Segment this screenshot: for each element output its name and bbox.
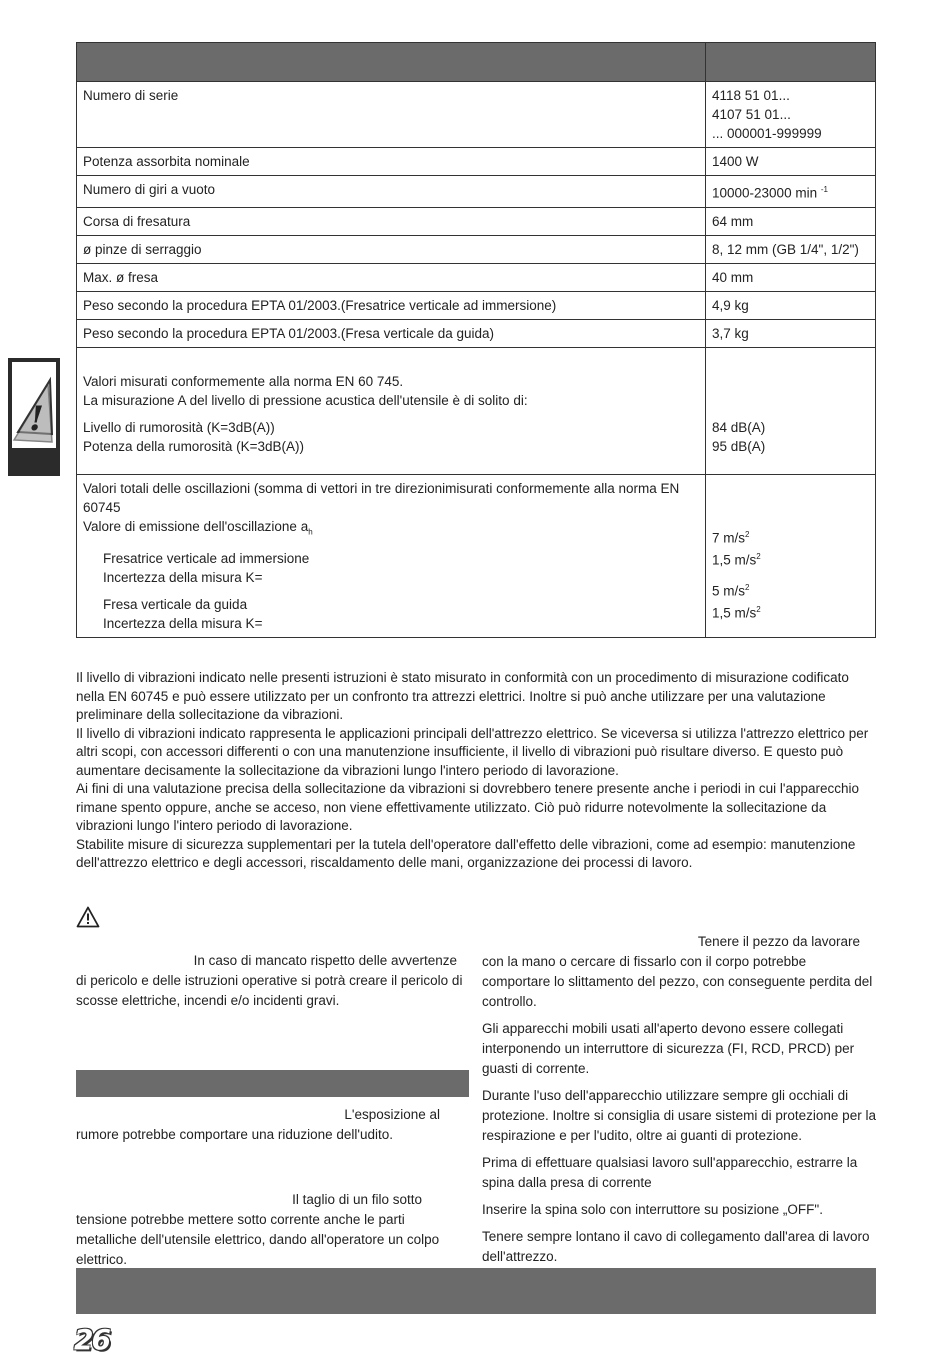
spec-value: 1400 W <box>706 148 876 176</box>
spec-label: Potenza assorbita nominale <box>77 148 706 176</box>
paragraph: Il livello di vibrazioni indicato rappresenta le applicazioni principali dell'attrezzo elettrico. Se viceversa si utilizza l'attrezzo elettrico per altri scopi, con accessori differenti o con una manutenzione insufficiente, il livello di vibrazioni può risultare diverso. E questo può aumentare decisamente la sollecitazione da vibrazioni lungo l'intero periodo di lavorazione. <box>76 725 869 778</box>
warning-triangle-icon <box>76 906 100 928</box>
noise-label: Potenza della rumorosità (K=3dB(A)) <box>83 438 304 454</box>
table-row <box>77 176 876 208</box>
spec-value: 3,7 kg <box>706 319 876 347</box>
table-row <box>77 207 876 235</box>
spec-label: Corsa di fresatura <box>77 207 706 235</box>
table-row <box>77 319 876 347</box>
vibration-labels <box>77 474 706 638</box>
vibration-values <box>706 474 876 638</box>
noise-values <box>706 347 876 474</box>
left-column-wire <box>76 1190 469 1270</box>
table-row <box>77 291 876 319</box>
spec-label: Peso secondo la procedura EPTA 01/2003.(Fresa verticale da guida) <box>77 319 706 347</box>
noise-intro: Valori misurati conformemente alla norma EN 60 745. <box>83 373 404 389</box>
vibration-row <box>77 474 876 638</box>
vibration-value: 7 $m/s^2$ <box>712 529 750 545</box>
spec-value: 4,9 kg <box>706 291 876 319</box>
warning-text-start: In caso di mancato rispetto delle avvertenze <box>193 953 457 968</box>
noise-label: Livello di rumorosità (K=3dB(A)) <box>83 419 275 435</box>
spec-value: 64 mm <box>706 207 876 235</box>
paragraph: con la mano o cercare di fissarlo con il corpo potrebbe comportare lo slittamento del pezzo, con conseguente perdita del controllo. <box>482 954 873 1009</box>
vibration-label: Fresa verticale da guida <box>103 597 248 613</box>
noise-row <box>77 347 876 474</box>
specifications-table <box>76 42 876 638</box>
rpm-value: 10000-23000 min <box>712 185 818 201</box>
spec-value: 8, 12 mm (GB 1/4", 1/2") <box>706 235 876 263</box>
table-row <box>77 82 876 148</box>
paragraph: Prima di effettuare qualsiasi lavoro sull'apparecchio, estrarre la spina dalla presa di corrente <box>482 1155 858 1190</box>
paragraph: Gli apparecchi mobili usati all'aperto devono essere collegati interponendo un interruttore di sicurezza (FI, RCD, PRCD) per guasti di corrente. <box>482 1021 855 1076</box>
section-header-bar <box>76 1070 469 1097</box>
warning-text: di pericolo e delle istruzioni operative si potrà creare il pericolo di scosse elettriche, incendi e/o incidenti gravi. <box>76 973 463 1008</box>
vibration-intro: Valori totali delle oscillazioni (somma di vettori in tre direzionimisurati conformemente alla norma EN 60745 <box>83 480 680 515</box>
wire-warning-text: tensione potrebbe mettere sotto corrente anche le parti metalliche dell'utensile elettrico, dando all'operatore un colpo elettrico. <box>76 1212 440 1267</box>
noise-value: 95 dB(A) <box>712 438 766 454</box>
table-row <box>77 148 876 176</box>
serial-line: ... 000001-999999 <box>712 126 822 141</box>
paragraph: Stabilite misure di sicurezza supplementari per la tutela dell'operatore dall'effetto delle vibrazioni, come ad esempio: manutenzione dell'attrezzo elettrico e degli accessori, riscaldamento delle mani, organizzazione dei processi di lavoro. <box>76 836 856 870</box>
spec-label: Numero di giri a vuoto <box>77 176 706 208</box>
rpm-exponent: -1 <box>820 185 828 194</box>
paragraph: Il livello di vibrazioni indicato nelle presenti istruzioni è stato misurato in conformità con un procedimento di misurazione codificato nella EN 60745 e può essere utilizzato per un confronto tra attrezzi elettrici. Inoltre si può anche utilizzare per una valutazione preliminare della sollecitazione da vibrazioni. <box>76 670 849 722</box>
vibration-value: 5 $m/s^2$ <box>712 582 750 598</box>
page-number: 26 <box>74 1323 109 1356</box>
vibration-intro: Valore di emissione dell'oscillazione $a_h$ <box>83 518 313 537</box>
header-cell-right <box>706 43 876 82</box>
workpiece-warning-start: Tenere il pezzo da lavorare <box>697 934 860 949</box>
svg-text:!: ! <box>29 399 44 439</box>
paragraph: Inserire la spina solo con interruttore su posizione „OFF". <box>482 1202 823 1217</box>
vibration-label: Incertezza della misura K= <box>103 616 263 632</box>
paragraph: Tenere sempre lontano il cavo di collegamento dall'area di lavoro dell'attrezzo. <box>482 1229 870 1264</box>
side-warning-tab <box>8 358 60 476</box>
serial-line: 4118 51 01... <box>712 88 790 103</box>
vibration-value: 1,5 $m/s^2$ <box>712 605 761 621</box>
table-header <box>77 43 876 82</box>
noise-warning-text: rumore potrebbe comportare una riduzione dell'udito. <box>76 1127 394 1142</box>
spec-value: 40 mm <box>706 263 876 291</box>
vibration-value: 1,5 $m/s^2$ <box>712 552 761 568</box>
left-column-noise <box>76 1105 469 1145</box>
spec-label: Peso secondo la procedura EPTA 01/2003.(Fresatrice verticale ad immersione) <box>77 291 706 319</box>
vibration-label: Fresatrice verticale ad immersione <box>103 551 310 567</box>
spec-value <box>706 82 876 148</box>
noise-warning-start: L'esposizione al <box>344 1107 440 1122</box>
noise-value: 84 dB(A) <box>712 419 766 435</box>
paragraph: Ai fini di una valutazione precisa della sollecitazione da vibrazioni si dovrebbero tenere presente anche i periodi in cui l'apparecchio rimane spento oppure, anche se acceso, non viene effettivamente utilizzato. Ciò può ridurre notevolmente la sollecitazione da vibrazioni lungo l'intero periodo di lavorazione. <box>76 781 860 833</box>
noise-intro: La misurazione A del livello di pressione acustica dell'utensile è di solito di: <box>83 392 528 408</box>
right-column <box>482 932 876 1267</box>
left-column-warning <box>76 951 469 1011</box>
vibration-label: Incertezza della misura K= <box>103 570 263 586</box>
spec-value <box>706 176 876 208</box>
vibration-info-text <box>76 669 876 873</box>
header-cell-left <box>77 43 706 82</box>
spec-label: ø pinze di serraggio <box>77 235 706 263</box>
noise-labels <box>77 347 706 474</box>
wire-warning-start: Il taglio di un filo sotto <box>292 1192 422 1207</box>
spec-label: Max. ø fresa <box>77 263 706 291</box>
warning-exclamation-icon <box>12 362 56 448</box>
serial-line: 4107 51 01... <box>712 107 791 122</box>
table-row <box>77 263 876 291</box>
paragraph: Durante l'uso dell'apparecchio utilizzare sempre gli occhiali di protezione. Inoltre si consiglia di usare sistemi di protezione per la respirazione e per l'udito, oltre ai guanti di protezione. <box>482 1088 876 1143</box>
section-header-bar-wide <box>76 1268 876 1314</box>
table-row <box>77 235 876 263</box>
spec-label: Numero di serie <box>77 82 706 148</box>
